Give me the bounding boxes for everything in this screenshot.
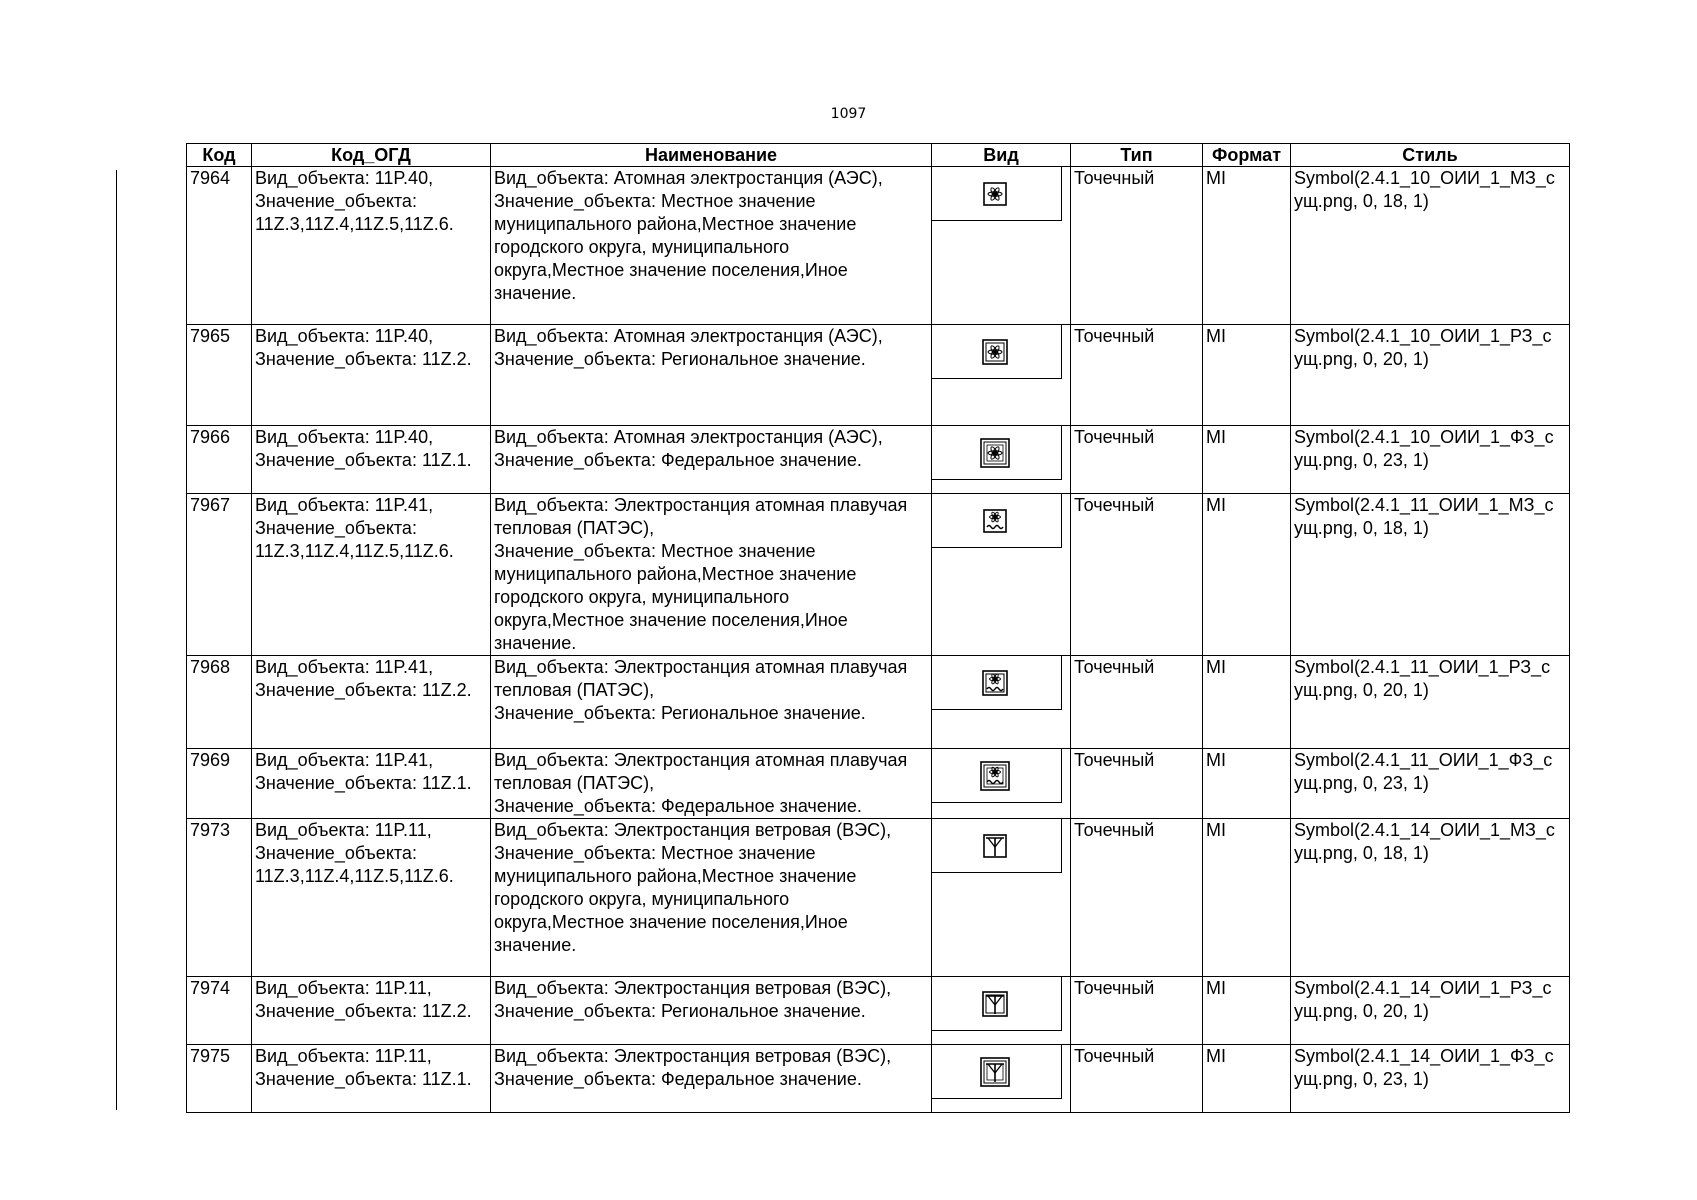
row-style: Symbol(2.4.1_10_ОИИ_1_МЗ_с ущ.png, 0, 18, 1) (1291, 167, 1570, 325)
row-format: MI (1203, 819, 1291, 977)
row-view-cell (932, 494, 1071, 656)
row-name: Вид_объекта: Атомная электростанция (АЭС), Значение_объекта: Федеральное значение. (491, 426, 932, 494)
row-view-cell (932, 977, 1071, 1045)
row-style: Symbol(2.4.1_14_ОИИ_1_МЗ_с ущ.png, 0, 18, 1) (1291, 819, 1570, 977)
symbol-table (186, 143, 1570, 1113)
table-row (187, 167, 1570, 325)
row-view-cell (932, 167, 1071, 325)
row-ogd-code: Вид_объекта: 11P.40, Значение_объекта: 11Z.1. (252, 426, 491, 494)
header-type: Тип (1071, 144, 1203, 167)
row-type: Точечный (1071, 426, 1203, 494)
row-code: 7968 (187, 656, 252, 749)
row-format: MI (1203, 426, 1291, 494)
row-type: Точечный (1071, 977, 1203, 1045)
table-row (187, 1045, 1570, 1113)
row-view-cell (932, 656, 1071, 749)
row-type: Точечный (1071, 656, 1203, 749)
row-view-cell (932, 325, 1071, 426)
row-name: Вид_объекта: Атомная электростанция (АЭС), Значение_объекта: Местное значение муниципального района,Местное значение городского округа, муниципального округа,Местное значение поселения,Иное значение. (491, 167, 932, 325)
header-name: Наименование (491, 144, 932, 167)
row-ogd-code: Вид_объекта: 11P.11, Значение_объекта: 11Z.3,11Z.4,11Z.5,11Z.6. (252, 819, 491, 977)
row-name: Вид_объекта: Электростанция ветровая (ВЭС), Значение_объекта: Местное значение муниципального района,Местное значение городского округа, муниципального округа,Местное значение поселения,Иное значение. (491, 819, 932, 977)
row-format: MI (1203, 656, 1291, 749)
row-view-cell (932, 426, 1071, 494)
nuclear-plant-local-icon (932, 167, 1062, 221)
table-row (187, 426, 1570, 494)
row-style: Symbol(2.4.1_11_ОИИ_1_ФЗ_с ущ.png, 0, 23, 1) (1291, 749, 1570, 819)
table-header-row (187, 144, 1570, 167)
row-format: MI (1203, 977, 1291, 1045)
row-format: MI (1203, 749, 1291, 819)
row-format: MI (1203, 1045, 1291, 1113)
row-view-cell (932, 819, 1071, 977)
row-format: MI (1203, 325, 1291, 426)
row-format: MI (1203, 494, 1291, 656)
row-ogd-code: Вид_объекта: 11P.11, Значение_объекта: 11Z.1. (252, 1045, 491, 1113)
margin-line (116, 170, 117, 1110)
wind-plant-local-icon (932, 819, 1062, 873)
row-type: Точечный (1071, 167, 1203, 325)
row-style: Symbol(2.4.1_10_ОИИ_1_ФЗ_с ущ.png, 0, 23, 1) (1291, 426, 1570, 494)
row-view-cell (932, 749, 1071, 819)
row-code: 7965 (187, 325, 252, 426)
header-ogd-code: Код_ОГД (252, 144, 491, 167)
row-ogd-code: Вид_объекта: 11P.40, Значение_объекта: 11Z.2. (252, 325, 491, 426)
row-code: 7966 (187, 426, 252, 494)
table-row (187, 494, 1570, 656)
row-ogd-code: Вид_объекта: 11P.41, Значение_объекта: 11Z.2. (252, 656, 491, 749)
row-name: Вид_объекта: Электростанция атомная плавучая тепловая (ПАТЭС), Значение_объекта: Федеральное значение. (491, 749, 932, 819)
row-type: Точечный (1071, 325, 1203, 426)
table-row (187, 325, 1570, 426)
row-code: 7973 (187, 819, 252, 977)
row-ogd-code: Вид_объекта: 11P.41, Значение_объекта: 11Z.3,11Z.4,11Z.5,11Z.6. (252, 494, 491, 656)
row-ogd-code: Вид_объекта: 11P.41, Значение_объекта: 11Z.1. (252, 749, 491, 819)
row-code: 7964 (187, 167, 252, 325)
row-type: Точечный (1071, 749, 1203, 819)
row-code: 7975 (187, 1045, 252, 1113)
nuclear-plant-federal-icon (932, 426, 1062, 480)
row-style: Symbol(2.4.1_11_ОИИ_1_МЗ_с ущ.png, 0, 18, 1) (1291, 494, 1570, 656)
row-code: 7974 (187, 977, 252, 1045)
wind-plant-regional-icon (932, 977, 1062, 1031)
floating-nuclear-plant-regional-icon (932, 656, 1062, 710)
row-type: Точечный (1071, 494, 1203, 656)
row-style: Symbol(2.4.1_14_ОИИ_1_РЗ_с ущ.png, 0, 20, 1) (1291, 977, 1570, 1045)
row-code: 7969 (187, 749, 252, 819)
row-style: Symbol(2.4.1_11_ОИИ_1_РЗ_с ущ.png, 0, 20, 1) (1291, 656, 1570, 749)
row-name: Вид_объекта: Электростанция атомная плавучая тепловая (ПАТЭС), Значение_объекта: Местное значение муниципального района,Местное значение городского округа, муниципального округа,Местное значение поселения,Иное значение. (491, 494, 932, 656)
page-number: 1097 (830, 106, 867, 122)
row-format: MI (1203, 167, 1291, 325)
nuclear-plant-regional-icon (932, 325, 1062, 379)
row-name: Вид_объекта: Электростанция ветровая (ВЭС), Значение_объекта: Региональное значение. (491, 977, 932, 1045)
table-row (187, 656, 1570, 749)
row-type: Точечный (1071, 1045, 1203, 1113)
row-style: Symbol(2.4.1_10_ОИИ_1_РЗ_с ущ.png, 0, 20, 1) (1291, 325, 1570, 426)
row-name: Вид_объекта: Атомная электростанция (АЭС), Значение_объекта: Региональное значение. (491, 325, 932, 426)
row-ogd-code: Вид_объекта: 11P.11, Значение_объекта: 11Z.2. (252, 977, 491, 1045)
table-row (187, 977, 1570, 1045)
wind-plant-federal-icon (932, 1045, 1062, 1099)
floating-nuclear-plant-federal-icon (932, 749, 1062, 803)
floating-nuclear-plant-local-icon (932, 494, 1062, 548)
row-view-cell (932, 1045, 1071, 1113)
row-name: Вид_объекта: Электростанция ветровая (ВЭС), Значение_объекта: Федеральное значение. (491, 1045, 932, 1113)
row-type: Точечный (1071, 819, 1203, 977)
header-code: Код (187, 144, 252, 167)
header-style: Стиль (1291, 144, 1570, 167)
table-row (187, 819, 1570, 977)
row-style: Symbol(2.4.1_14_ОИИ_1_ФЗ_с ущ.png, 0, 23, 1) (1291, 1045, 1570, 1113)
table-row (187, 749, 1570, 819)
row-ogd-code: Вид_объекта: 11P.40, Значение_объекта: 11Z.3,11Z.4,11Z.5,11Z.6. (252, 167, 491, 325)
header-view: Вид (932, 144, 1071, 167)
row-name: Вид_объекта: Электростанция атомная плавучая тепловая (ПАТЭС), Значение_объекта: Региональное значение. (491, 656, 932, 749)
row-code: 7967 (187, 494, 252, 656)
header-format: Формат (1203, 144, 1291, 167)
